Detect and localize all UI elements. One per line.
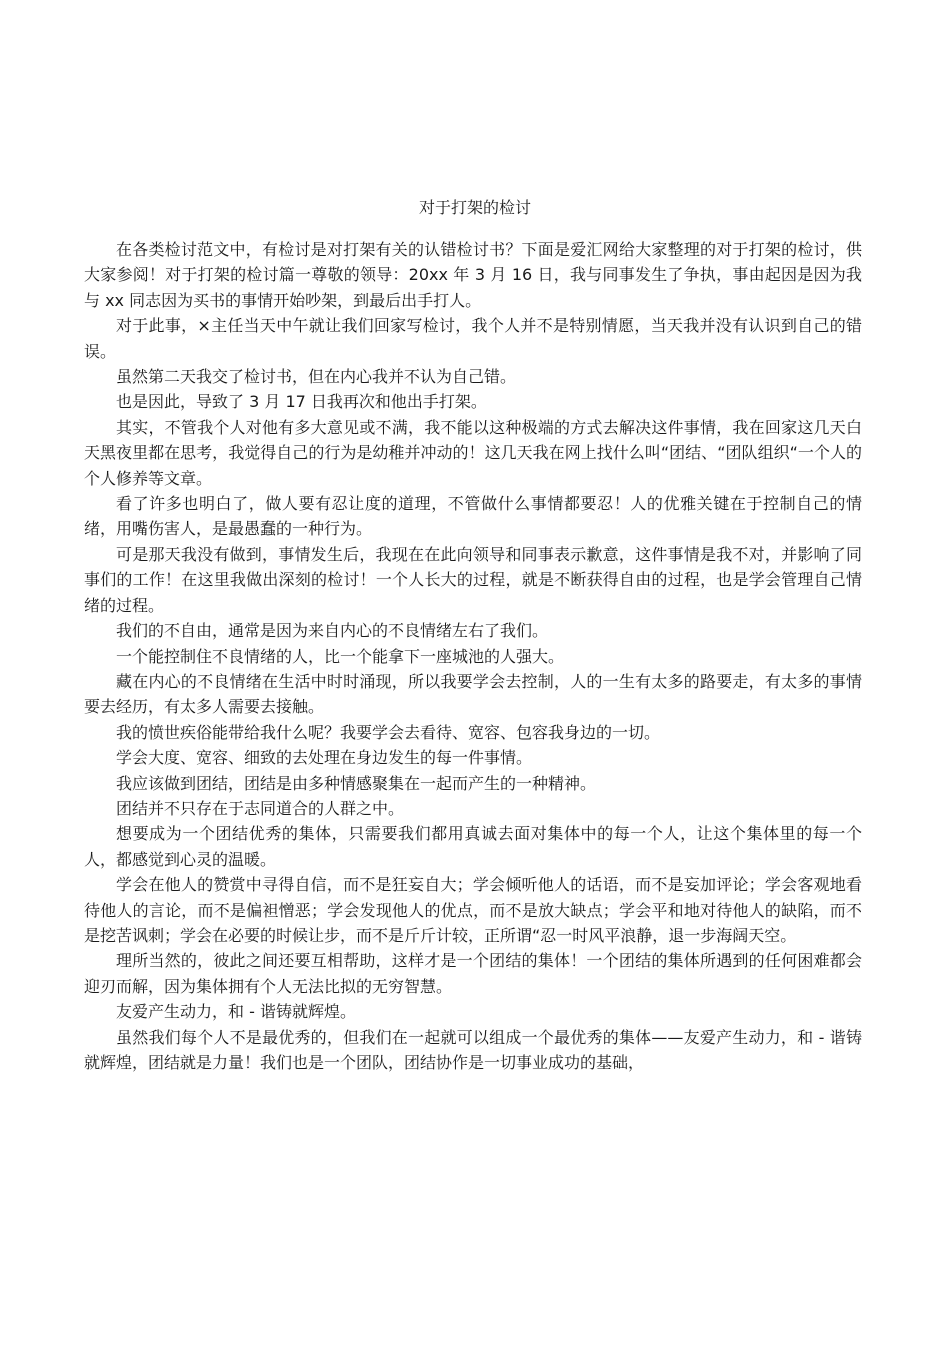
paragraph: 对于此事，×主任当天中午就让我们回家写检讨，我个人并不是特别情愿，当天我并没有认识到自己的错误。 xyxy=(84,316,862,361)
paragraph: 在各类检讨范文中，有检讨是对打架有关的认错检讨书？下面是爱汇网给大家整理的对于打架的检讨，供大家参阅！对于打架的检讨篇一尊敬的领导：20xx 年 3 月 16 日，我与同事发生了争执，事由起因是因为我与 xx 同志因为买书的事情开始吵架，到最后出手打人。 xyxy=(84,240,862,310)
paragraph: 其实，不管我个人对他有多大意见或不满，我不能以这种极端的方式去解决这件事情，我在回家这几天白天黑夜里都在思考，我觉得自己的行为是幼稚并冲动的！这几天我在网上找什么叫“团结、“团队组织“一个人的个人修养等文章。 xyxy=(84,417,862,488)
paragraph: 我们的不自由，通常是因为来自内心的不良情绪左右了我们。 xyxy=(116,621,549,641)
paragraph: 学会大度、宽容、细致的去处理在身边发生的每一件事情。 xyxy=(116,748,533,768)
paragraph: 藏在内心的不良情绪在生活中时时涌现，所以我要学会去控制，人的一生有太多的路要走，有太多的事情要去经历，有太多人需要去接触。 xyxy=(84,671,862,717)
paragraph: 一个能控制住不良情绪的人，比一个能拿下一座城池的人强大。 xyxy=(116,646,565,666)
paragraph: 看了许多也明白了，做人要有忍让度的道理，不管做什么事情都要忍！人的优雅关键在于控制自己的情绪，用嘴伤害人，是最愚蠢的一种行为。 xyxy=(84,494,862,539)
paragraph: 虽然第二天我交了检讨书，但在内心我并不认为自己错。 xyxy=(116,367,517,387)
document-body xyxy=(84,237,862,1075)
paragraph: 理所当然的，彼此之间还要互相帮助，这样才是一个团结的集体！一个团结的集体所遇到的任何困难都会迎刃而解，因为集体拥有个人无法比拟的无穷智慧。 xyxy=(84,951,862,996)
paragraph: 友爱产生动力，和 - 谐铸就辉煌。 xyxy=(116,1002,356,1022)
paragraph: 团结并不只存在于志同道合的人群之中。 xyxy=(116,798,405,818)
paragraph: 我的愤世疾俗能带给我什么呢？我要学会去看待、宽容、包容我身边的一切。 xyxy=(116,722,661,742)
paragraph: 虽然我们每个人不是最优秀的，但我们在一起就可以组成一个最优秀的集体——友爱产生动力，和 - 谐铸就辉煌，团结就是力量！我们也是一个团队，团结协作是一切事业成功的基础， xyxy=(84,1027,862,1072)
paragraph: 也是因此，导致了 3 月 17 日我再次和他出手打架。 xyxy=(116,392,487,412)
paragraph: 想要成为一个团结优秀的集体，只需要我们都用真诚去面对集体中的每一个人，让这个集体里的每一个人，都感觉到心灵的温暖。 xyxy=(84,824,862,869)
paragraph: 学会在他人的赞赏中寻得自信，而不是狂妄自大；学会倾听他人的话语，而不是妄加评论；学会客观地看待他人的言论，而不是偏袒憎恶；学会发现他人的优点，而不是放大缺点；学会平和地对待他人的缺陷，而不是挖苦讽刺；学会在必要的时候让步，而不是斤斤计较，正所谓“忍一时风平浪静，退一步海阔天空。 xyxy=(84,875,862,945)
document-title: 对于打架的检讨 xyxy=(418,198,531,217)
paragraph: 我应该做到团结，团结是由多种情感聚集在一起而产生的一种精神。 xyxy=(116,773,597,793)
paragraph: 可是那天我没有做到，事情发生后，我现在在此向领导和同事表示歉意，这件事情是我不对，并影响了同事们的工作！在这里我做出深刻的检讨！一个人长大的过程，就是不断获得自由的过程，也是学会管理自己情绪的过程。 xyxy=(84,544,862,615)
